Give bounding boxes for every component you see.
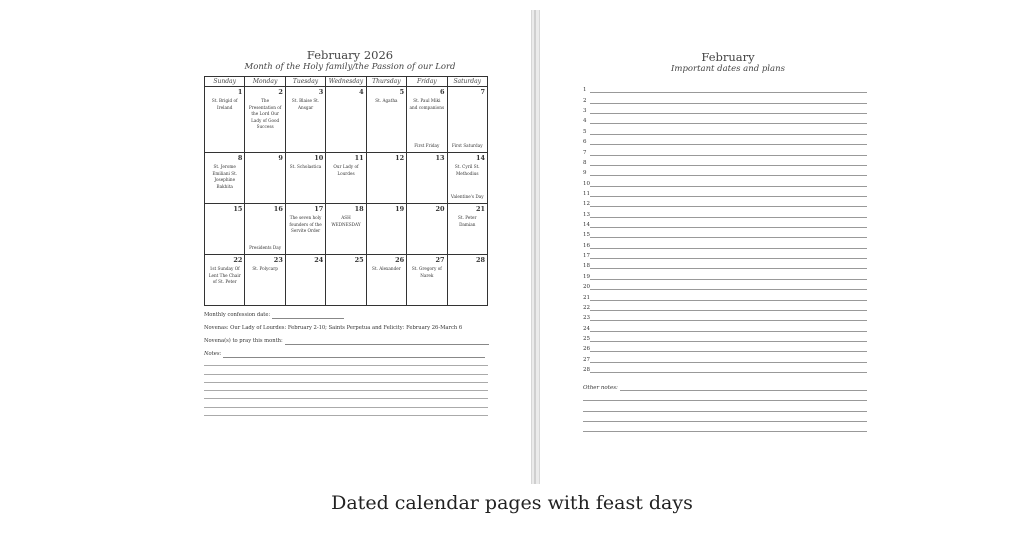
notes-line: [204, 351, 494, 358]
notes-rule: [204, 391, 488, 399]
date-line: [583, 145, 873, 155]
calendar-day-cell: [447, 87, 487, 153]
day-number: 12: [395, 154, 405, 162]
calendar-day-cell: [285, 204, 325, 255]
date-write-line: [590, 274, 867, 280]
day-observance: Valentine's Day: [450, 194, 484, 199]
date-write-line: [590, 118, 867, 124]
calendar-page: [200, 48, 500, 416]
date-line: [583, 238, 873, 248]
calendar-day-cell: [407, 87, 447, 153]
date-write-line: [590, 346, 867, 352]
caption: Dated calendar pages with feast days: [331, 492, 693, 514]
date-write-line: [590, 367, 867, 373]
notes-rules: [204, 358, 494, 416]
calendar-week-row: [205, 255, 488, 306]
date-line: [583, 104, 873, 114]
other-notes-rule: [583, 422, 867, 432]
weekday-header: Monday: [245, 77, 285, 87]
day-observance: First Friday: [414, 143, 440, 148]
day-number: 24: [314, 256, 324, 264]
day-number: 5: [399, 88, 405, 96]
date-number: 21: [583, 294, 590, 301]
date-write-line: [590, 98, 867, 104]
calendar-day-cell: [447, 255, 487, 306]
day-number: 14: [475, 154, 485, 162]
day-feast: The seven holy founders of the Servite Order: [289, 215, 322, 234]
day-number: 18: [354, 205, 364, 213]
date-write-line: [590, 253, 867, 259]
plans-page: [583, 50, 873, 432]
calendar-day-cell: [245, 87, 285, 153]
date-line: [583, 93, 873, 103]
calendar-week-row: [205, 204, 488, 255]
date-line: [583, 321, 873, 331]
novenas-text: Novenas: Our Lady of Lourdes: February 2-10; Saints Perpetua and Felicity: February 26-March 6: [204, 325, 463, 331]
day-number: 3: [318, 88, 324, 96]
date-write-line: [590, 201, 867, 207]
notes-rule: [204, 375, 488, 383]
date-write-line: [590, 139, 867, 145]
day-observance: Presidents Day: [249, 245, 282, 250]
day-feast: St. Scholastica: [289, 164, 322, 169]
date-number: 14: [583, 222, 590, 229]
day-number: 6: [440, 88, 445, 96]
other-notes-label: Other notes:: [583, 385, 618, 392]
calendar-day-cell: [326, 255, 366, 306]
date-write-line: [590, 232, 867, 238]
date-write-line: [590, 243, 867, 249]
date-line: [583, 301, 873, 311]
weekday-header: Thursday: [366, 77, 406, 87]
day-observance: First Saturday: [451, 143, 483, 148]
calendar-day-cell: [285, 87, 325, 153]
calendar-footer: [204, 312, 494, 416]
calendar-subtitle: Month of the Holy family/the Passion of our Lord: [244, 62, 456, 72]
date-write-line: [590, 336, 867, 342]
calendar-day-cell: [205, 204, 245, 255]
weekday-header: Friday: [407, 77, 447, 87]
notes-rule: [204, 358, 488, 366]
day-number: 11: [354, 154, 364, 162]
date-write-line: [590, 305, 867, 311]
calendar-day-cell: [366, 204, 406, 255]
day-feast: St. Alexander: [372, 266, 401, 271]
date-write-line: [590, 181, 867, 187]
date-number: 19: [583, 273, 590, 280]
date-number: 11: [583, 190, 590, 197]
notes-label: Notes:: [204, 351, 222, 357]
date-number: 5: [583, 128, 587, 135]
date-line: [583, 197, 873, 207]
date-line: [583, 176, 873, 186]
weekday-header: Sunday: [205, 77, 245, 87]
notes-rule: [204, 408, 488, 416]
calendar-day-cell: [407, 204, 447, 255]
date-number: 20: [583, 284, 590, 291]
date-number: 3: [583, 108, 587, 115]
notes-rule: [204, 399, 488, 407]
date-number: 27: [583, 356, 590, 363]
other-notes-rules: [583, 391, 873, 432]
date-write-line: [590, 357, 867, 363]
day-number: 28: [475, 256, 485, 264]
other-notes-rule: [583, 391, 867, 401]
date-number: 22: [583, 304, 590, 311]
day-number: 15: [233, 205, 243, 213]
date-line: [583, 311, 873, 321]
notes-rule: [204, 366, 488, 374]
date-number: 6: [583, 139, 587, 146]
date-number: 23: [583, 315, 590, 322]
date-number: 15: [583, 232, 590, 239]
date-number: 24: [583, 325, 590, 332]
date-write-line: [590, 222, 867, 228]
day-number: 9: [278, 154, 283, 162]
date-write-line: [590, 160, 867, 166]
date-line: [583, 332, 873, 342]
day-number: 1: [237, 88, 243, 96]
date-line: [583, 228, 873, 238]
calendar-day-cell: [326, 87, 366, 153]
date-line: [583, 280, 873, 290]
date-number: 8: [583, 159, 587, 166]
day-feast: St. Blaise St. Ansgar: [291, 98, 320, 110]
date-number: 28: [583, 367, 590, 374]
plans-subtitle: Important dates and plans: [671, 64, 785, 74]
novenas-pray-label: Novena(s) to pray this month:: [204, 338, 283, 344]
weekday-header-row: [205, 77, 488, 87]
day-number: 23: [273, 256, 283, 264]
day-feast: St. Brigid of Ireland: [211, 98, 238, 110]
calendar-day-cell: [366, 255, 406, 306]
day-feast: ASH WEDNESDAY: [331, 215, 361, 227]
calendar-grid: [204, 76, 488, 306]
date-line: [583, 124, 873, 134]
day-number: 20: [435, 205, 445, 213]
calendar-week-row: [205, 153, 488, 204]
day-number: 17: [314, 205, 324, 213]
day-feast: St. Peter Damian: [458, 215, 477, 227]
day-number: 26: [395, 256, 405, 264]
date-number: 9: [583, 170, 587, 177]
date-line: [583, 135, 873, 145]
calendar-title: February 2026: [306, 48, 394, 62]
other-notes-rule: [583, 401, 867, 411]
date-line: [583, 114, 873, 124]
calendar-day-cell: [245, 153, 285, 204]
other-notes-rule: [583, 412, 867, 422]
confession-date-line: [204, 312, 494, 319]
calendar-day-cell: [447, 153, 487, 204]
novenas-pray-blank: [285, 339, 489, 345]
date-line: [583, 187, 873, 197]
other-notes-line: [583, 383, 873, 391]
date-number: 7: [583, 149, 587, 156]
date-write-line: [590, 263, 867, 269]
date-write-line: [590, 108, 867, 114]
day-feast: St. Cyril St. Methodius: [454, 164, 480, 176]
calendar-day-cell: [407, 255, 447, 306]
confession-date-label: Monthly confession date:: [204, 312, 271, 318]
weekday-header: Tuesday: [285, 77, 325, 87]
day-number: 21: [475, 205, 485, 213]
day-number: 10: [314, 154, 324, 162]
day-number: 13: [435, 154, 445, 162]
day-feast: St. Jerome Emiliani St. Josephine Bakhita: [212, 164, 238, 189]
date-number: 18: [583, 263, 590, 270]
calendar-day-cell: [326, 204, 366, 255]
date-number: 4: [583, 118, 587, 125]
day-number: 16: [273, 205, 283, 213]
date-number: 16: [583, 242, 590, 249]
date-line: [583, 218, 873, 228]
day-number: 7: [480, 88, 485, 96]
day-feast: St. Paul Miki and companions: [409, 98, 445, 110]
day-feast: St. Gregory of Narek: [411, 266, 442, 278]
date-number: 1: [583, 87, 587, 94]
date-number: 2: [583, 97, 587, 104]
day-number: 25: [354, 256, 364, 264]
date-write-line: [590, 87, 867, 93]
date-number: 12: [583, 201, 590, 208]
date-number: 17: [583, 253, 590, 260]
calendar-day-cell: [205, 153, 245, 204]
date-line: [583, 290, 873, 300]
calendar-day-cell: [447, 204, 487, 255]
calendar-day-cell: [245, 255, 285, 306]
date-write-line: [590, 326, 867, 332]
day-feast: 1st Sunday Of Lent The Chair of St. Peter: [208, 266, 241, 285]
weekday-header: Wednesday: [326, 77, 366, 87]
day-feast: Our Lady of Lourdes: [333, 164, 359, 176]
calendar-week-row: [205, 87, 488, 153]
date-line: [583, 269, 873, 279]
calendar-day-cell: [205, 255, 245, 306]
day-number: 22: [233, 256, 243, 264]
day-number: 8: [237, 154, 243, 162]
day-number: 27: [435, 256, 445, 264]
calendar-day-cell: [366, 87, 406, 153]
day-feast: The Presentation of the Lord Our Lady of Good Success: [248, 98, 282, 130]
page-binding-divider: [531, 10, 540, 484]
date-write-line: [590, 284, 867, 290]
day-feast: St. Polycarp: [252, 266, 278, 271]
calendar-day-cell: [285, 153, 325, 204]
calendar-day-cell: [326, 153, 366, 204]
date-write-line: [590, 170, 867, 176]
date-line: [583, 83, 873, 93]
date-lines: [583, 83, 873, 373]
date-line: [583, 342, 873, 352]
calendar-day-cell: [407, 153, 447, 204]
date-line: [583, 259, 873, 269]
weekday-header: Saturday: [447, 77, 487, 87]
novenas-line: [204, 325, 494, 332]
date-write-line: [590, 129, 867, 135]
novenas-pray-line: [204, 338, 494, 345]
date-write-line: [590, 295, 867, 301]
date-write-line: [590, 150, 867, 156]
date-write-line: [590, 212, 867, 218]
date-number: 25: [583, 335, 590, 342]
date-line: [583, 156, 873, 166]
day-feast: St. Agatha: [375, 98, 398, 103]
day-number: 2: [278, 88, 283, 96]
plans-title: February: [701, 50, 755, 64]
calendar-day-cell: [285, 255, 325, 306]
date-line: [583, 166, 873, 176]
calendar-day-cell: [205, 87, 245, 153]
date-write-line: [590, 315, 867, 321]
date-write-line: [590, 191, 867, 197]
calendar-day-cell: [366, 153, 406, 204]
date-line: [583, 207, 873, 217]
notes-blank: [223, 352, 485, 358]
day-number: 19: [395, 205, 405, 213]
date-line: [583, 352, 873, 362]
date-number: 13: [583, 211, 590, 218]
date-line: [583, 363, 873, 373]
confession-date-blank: [272, 313, 344, 319]
date-line: [583, 249, 873, 259]
date-number: 10: [583, 180, 590, 187]
calendar-day-cell: [245, 204, 285, 255]
day-number: 4: [359, 88, 364, 96]
date-number: 26: [583, 346, 590, 353]
other-notes-blank: [620, 385, 867, 391]
notes-rule: [204, 383, 488, 391]
